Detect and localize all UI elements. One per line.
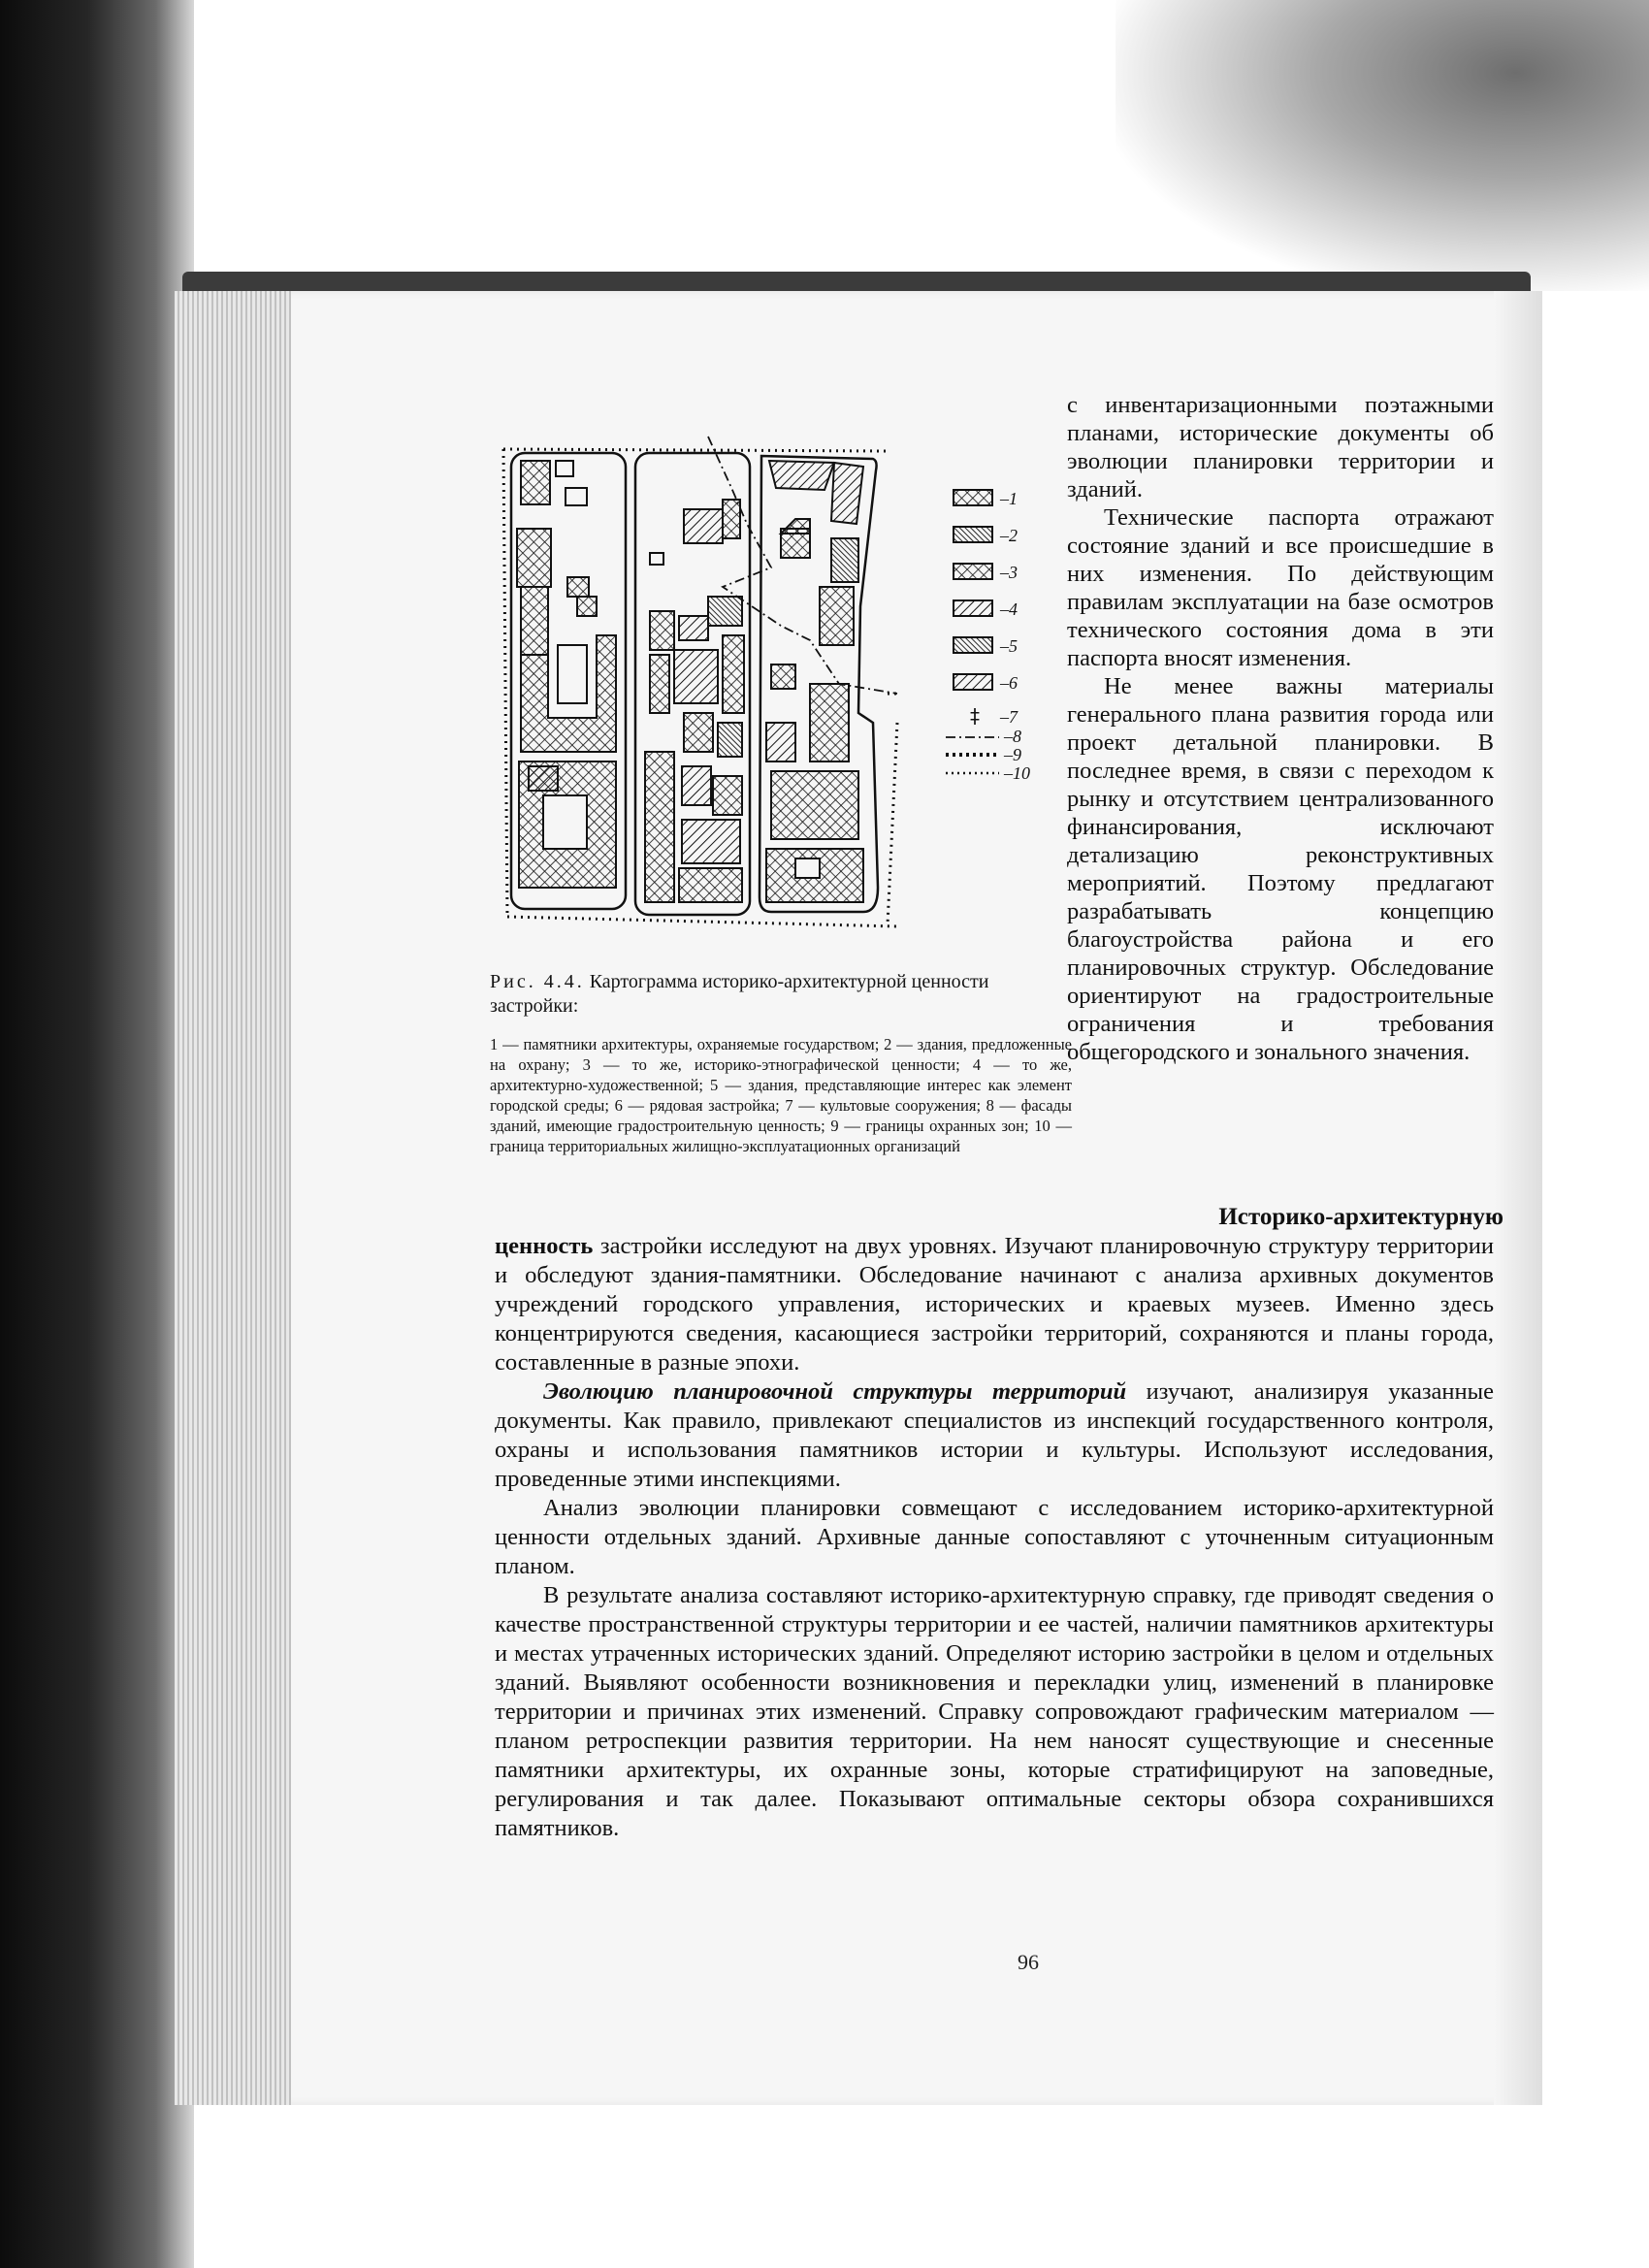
main-paragraph-2 — [495, 1377, 1494, 1494]
right-paragraph-1: с инвентаризационными поэтажными планами, исторические документы об эволюции планировки территории и зданий. — [1067, 392, 1494, 502]
scan-top-smudge — [1116, 0, 1649, 291]
legend-num-6: –6 — [1000, 673, 1018, 693]
svg-text:‡: ‡ — [970, 704, 980, 728]
main-body — [495, 1232, 1494, 1843]
caption-legend: 1 — памятники архитектуры, охраняемые государством; 2 — здания, предложенные на охрану; 3 — то же, историко-этнографической ценности; 4 — то же, архитектурно-художественной; 5 — здания, представляющие интерес как элемент городской среды; 6 — рядовая застройка; 7 — культовые сооружения; 8 — фасады зданий, имеющие градостроительную ценность; 9 — границы охранных зон; 10 — граница территориальных жилищно-эксплуатационных организаций — [490, 1035, 1072, 1155]
main-paragraph-2-text: изучают, анализируя указанные документы. Как правило, привлекают специалистов из инспекций государственного контроля, охраны и использования памятников истории и культуры. Используют исследования, проведенные этими инспекциями. — [495, 1378, 1494, 1492]
legend-num-2: –2 — [1000, 526, 1018, 545]
emphasis-evolution: Эволюцию планировочной структуры территорий — [543, 1378, 1127, 1405]
legend-num-8: –8 — [1004, 727, 1021, 746]
legend-num-4: –4 — [1000, 599, 1018, 619]
main-paragraph-4: В результате анализа составляют историко-архитектурную справку, где приводят сведения о качестве пространственной структуры территории и ее частей, наличии памятников архитектуры и местах утраченных исторических зданий. Определяют историю застройки в целом и отдельных зданий. Выявляют особенности возникновения и перекладки улиц, изменений в планировке территории и причинах этих изменений. Справку сопровождают графическим материалом — планом ретроспекции развития территории. На нем наносят существующие и снесенные памятники архитектуры, их охранные зоны, которые стратифицируют на заповедные, регулирования и так далее. Показывают оптимальные секторы обзора сохранившихся памятников. — [495, 1582, 1494, 1841]
page-edges — [175, 291, 291, 2105]
legend-num-9: –9 — [1004, 745, 1021, 764]
term-value: ценность — [495, 1233, 594, 1259]
right-column — [1067, 391, 1494, 1066]
caption-title-text: Картограмма историко-архитектурной ценности застройки: — [490, 971, 989, 1017]
caption-label: Рис. 4.4. — [490, 971, 585, 992]
page-edge-right — [1494, 291, 1542, 2105]
legend-num-5: –5 — [1000, 636, 1018, 656]
main-paragraph-3: Анализ эволюции планировки совмещают с исследованием историко-архитектурной ценности отдельных зданий. Архивные данные сопоставляют с уточненным ситуационным планом. — [495, 1495, 1494, 1579]
legend-num-10: –10 — [1004, 763, 1030, 783]
caption-title — [490, 970, 1072, 1019]
scan-left-shadow — [0, 0, 194, 2268]
main-paragraph-1-text: застройки исследуют на двух уровнях. Изучают планировочную структуру территории и обследуют здания-памятники. Обследование начинают с анализа архивных документов учреждений городского управления, исторических и краевых музеев. Именно здесь концентрируются сведения, касающиеся застройки территорий, сохраняются и планы города, составленные в разные эпохи. — [495, 1233, 1494, 1376]
right-paragraph-2: Технические паспорта отражают состояние зданий и все происшедшие в них изменения. По действующим правилам эксплуатации на базе осмотров технического состояния дома в эти паспорта вносят изменения. — [1067, 504, 1494, 671]
main-paragraph-1 — [495, 1232, 1494, 1377]
figure-map — [490, 432, 1057, 941]
section-subheading: Историко-архитектурную — [1218, 1204, 1504, 1230]
figure-caption — [490, 970, 1072, 1156]
legend-num-1: –1 — [1000, 489, 1018, 508]
legend-num-3: –3 — [1000, 563, 1018, 582]
page-number: 96 — [1018, 1950, 1039, 1974]
right-paragraph-3: Не менее важны материалы генерального плана развития города или проект детальной планировки. В последнее время, в связи с переходом к рынку и отсутствием централизованного финансирования, исключают детализацию реконструктивных мероприятий. Поэтому предлагают разрабатывать концепцию благоустройства района и его планировочных структур. Обследование ориентируют на градостроительные ограничения и требования общегородского и зонального значения. — [1067, 673, 1494, 1065]
map-legend — [946, 489, 1030, 783]
legend-num-7: –7 — [1000, 707, 1018, 727]
